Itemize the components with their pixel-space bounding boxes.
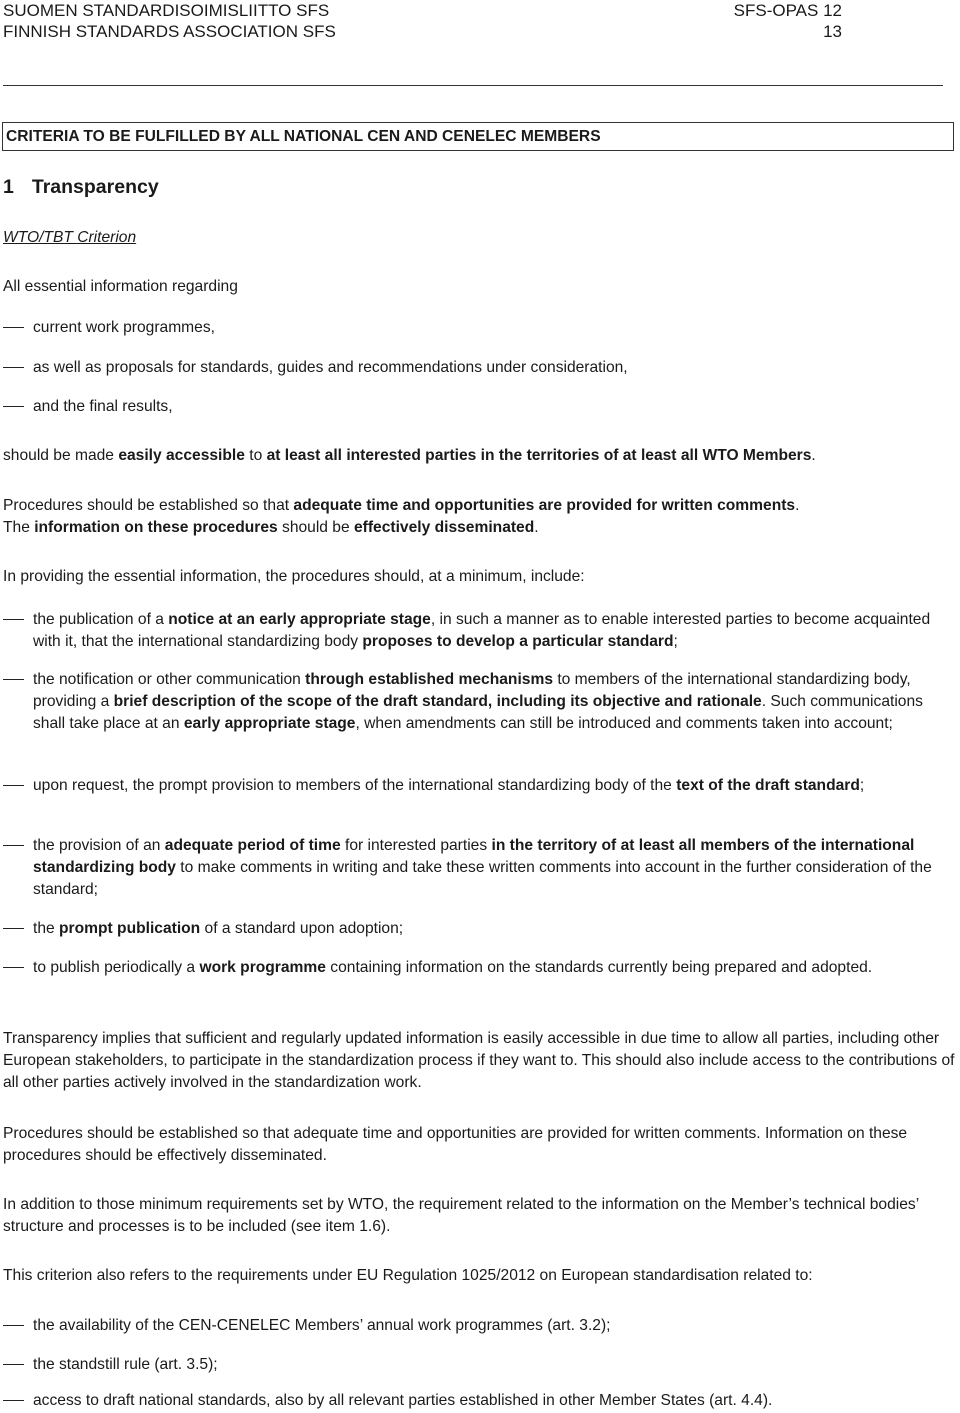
eu-requirement-item: the availability of the CEN-CENELEC Members’ annual work programmes (art. 3.2); [3, 1315, 957, 1337]
dash-bullet [3, 1364, 24, 1365]
dash-bullet [3, 619, 24, 620]
dash-bullet [3, 928, 24, 929]
requirement-item: the prompt publication of a standard upon adoption; [3, 918, 957, 940]
requirement-item: to publish periodically a work programme containing information on the standards currently being prepared and adopted. [3, 957, 957, 979]
eu-requirement-item: the standstill rule (art. 3.5); [3, 1354, 957, 1376]
paragraph-eu-regulation: This criterion also refers to the requirements under EU Regulation 1025/2012 on European standardisation related to: [3, 1267, 813, 1284]
paragraph-transparency-implies: Transparency implies that sufficient and regularly updated information is easily accessible in due time to allow all parties, including other European stakeholders, to participate in the standardization process if they want to. This should also include access to the contributions of all other parties actively involved in the standardization work. [3, 1030, 955, 1091]
requirement-item: upon request, the prompt provision to members of the international standardizing body of the text of the draft standard; [3, 775, 957, 797]
section-heading [3, 175, 159, 199]
header-org-fi: SUOMEN STANDARDISOIMISLIITTO SFS [3, 1, 330, 20]
section-title: Transparency [31, 176, 159, 198]
header-divider [3, 85, 943, 86]
intro-text: All essential information regarding [3, 278, 238, 295]
paragraph-additional-requirements: In addition to those minimum requirements set by WTO, the requirement related to the information on the Member’s technical bodies’ structure and processes is to be included (see item 1.6). [3, 1196, 919, 1235]
dash-bullet [3, 406, 24, 407]
dash-bullet [3, 679, 24, 680]
criteria-box: CRITERIA TO BE FULFILLED BY ALL NATIONAL CEN AND CENELEC MEMBERS [2, 122, 954, 151]
header-doc-code: SFS-OPAS 12 [733, 1, 842, 20]
paragraph-procedures-2: Procedures should be established so that adequate time and opportunities are provided for written comments. Information on these procedures should be effectively disseminated. [3, 1125, 908, 1164]
dash-bullet [3, 1400, 24, 1401]
header-org-en: FINNISH STANDARDS ASSOCIATION SFS [3, 22, 336, 41]
header-page-number: 13 [823, 22, 842, 41]
intro-list-item: and the final results, [3, 396, 957, 418]
intro-list-item: current work programmes, [3, 317, 957, 339]
dash-bullet [3, 785, 24, 786]
dash-bullet [3, 967, 24, 968]
requirement-item: the publication of a notice at an early appropriate stage, in such a manner as to enable interested parties to become acquainted with it, that the international standardizing body proposes to develop a particular standard; [3, 609, 957, 653]
dash-bullet [3, 367, 24, 368]
paragraph-minimum: In providing the essential information, the procedures should, at a minimum, include: [3, 568, 585, 585]
subheading-wto-tbt: WTO/TBT Criterion [3, 229, 137, 246]
eu-requirement-item: access to draft national standards, also by all relevant parties established in other Member States (art. 4.4). [3, 1390, 957, 1412]
dash-bullet [3, 845, 24, 846]
requirement-item: the notification or other communication through established mechanisms to members of the international standardizing body, providing a brief description of the scope of the draft standard, including its objective and rationale. Such communications shall take place at an early appropriate stage, when amendments can still be introduced and comments taken into account; [3, 669, 957, 735]
paragraph-procedures: Procedures should be established so that adequate time and opportunities are provided for written comments. The information on these procedures should be effectively disseminated. [3, 497, 800, 536]
intro-list-item: as well as proposals for standards, guides and recommendations under consideration, [3, 357, 957, 379]
paragraph-accessibility: should be made easily accessible to at least all interested parties in the territories of at least all WTO Members. [3, 447, 816, 464]
section-number: 1 [3, 176, 14, 198]
dash-bullet [3, 1325, 24, 1326]
dash-bullet [3, 327, 24, 328]
requirement-item: the provision of an adequate period of time for interested parties in the territory of at least all members of the international standardizing body to make comments in writing and take these written comments into account in the further consideration of the standard; [3, 835, 957, 901]
